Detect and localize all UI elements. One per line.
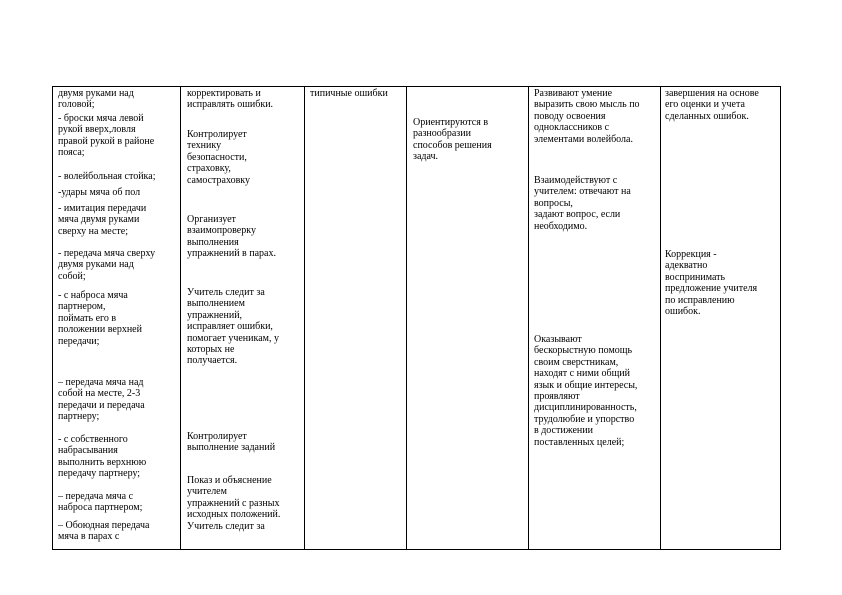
communicative-text: Развивают умение выразить свою мысль по поводу освоения одноклассников с элементами волейбола. bbox=[534, 88, 640, 145]
teacher-activity-text: Контролирует технику безопасности, страховку, самостраховку bbox=[187, 129, 251, 186]
exercise-text: двумя руками над головой; bbox=[58, 88, 134, 111]
exercise-text: - волейбольная стойка; bbox=[58, 171, 156, 182]
lesson-plan-table bbox=[52, 86, 781, 550]
exercise-text: - с собственного набрасывания выполнить верхнюю передачу партнеру; bbox=[58, 434, 147, 480]
table-row bbox=[53, 87, 781, 550]
table-cell-communicative bbox=[529, 87, 661, 550]
exercise-text: - передача мяча сверху двумя руками над собой; bbox=[58, 248, 156, 282]
table-cell-teacher-activity bbox=[181, 87, 305, 550]
exercise-text: – передача мяча с наброса партнером; bbox=[58, 491, 143, 514]
exercise-text: - броски мяча левой рукой вверх,ловля правой рукой в районе пояса; bbox=[58, 113, 155, 159]
exercise-text: – Обоюдная передача мяча в парах с bbox=[58, 520, 150, 543]
regulative-text: Коррекция - адекватно воспринимать предложение учителя по исправлению ошибок. bbox=[665, 249, 758, 318]
regulative-text: завершения на основе его оценки и учета сделанных ошибок. bbox=[665, 88, 759, 122]
errors-text: типичные ошибки bbox=[310, 88, 388, 99]
teacher-activity-text: Показ и объяснение учителем упражнений с разных исходных положений. Учитель следит за bbox=[187, 475, 281, 532]
exercise-text: - с наброса мяча партнером, поймать его в положении верхней передачи; bbox=[58, 290, 142, 347]
communicative-text: Взаимодействуют с учителем: отвечают на вопросы, задают вопрос, если необходимо. bbox=[534, 175, 631, 232]
table-cell-exercises bbox=[53, 87, 181, 550]
teacher-activity-text: корректировать и исправлять ошибки. bbox=[187, 88, 274, 111]
table-cell-errors bbox=[305, 87, 407, 550]
teacher-activity-text: Организует взаимопроверку выполнения упражнений в парах. bbox=[187, 214, 276, 260]
table-cell-cognitive bbox=[407, 87, 529, 550]
exercise-text: -удары мяча об пол bbox=[58, 187, 141, 198]
teacher-activity-text: Контролирует выполнение заданий bbox=[187, 431, 276, 454]
cognitive-text: Ориентируются в разнообразии способов решения задач. bbox=[413, 117, 492, 163]
teacher-activity-text: Учитель следит за выполнением упражнений, исправляет ошибки, помогает ученикам, у которых не получается. bbox=[187, 287, 279, 367]
table-cell-regulative bbox=[661, 87, 781, 550]
exercise-text: - имитация передачи мяча двумя руками сверху на месте; bbox=[58, 203, 147, 237]
exercise-text: – передача мяча над собой на месте, 2-3 передачи и передача партнеру; bbox=[58, 377, 145, 423]
communicative-text: Оказывают бескорыстную помощь своим сверстникам, находят с ними общий язык и общие интересы, проявляют дисциплинированность, трудолюбие и упорство в достижении поставленных целей; bbox=[534, 334, 638, 448]
